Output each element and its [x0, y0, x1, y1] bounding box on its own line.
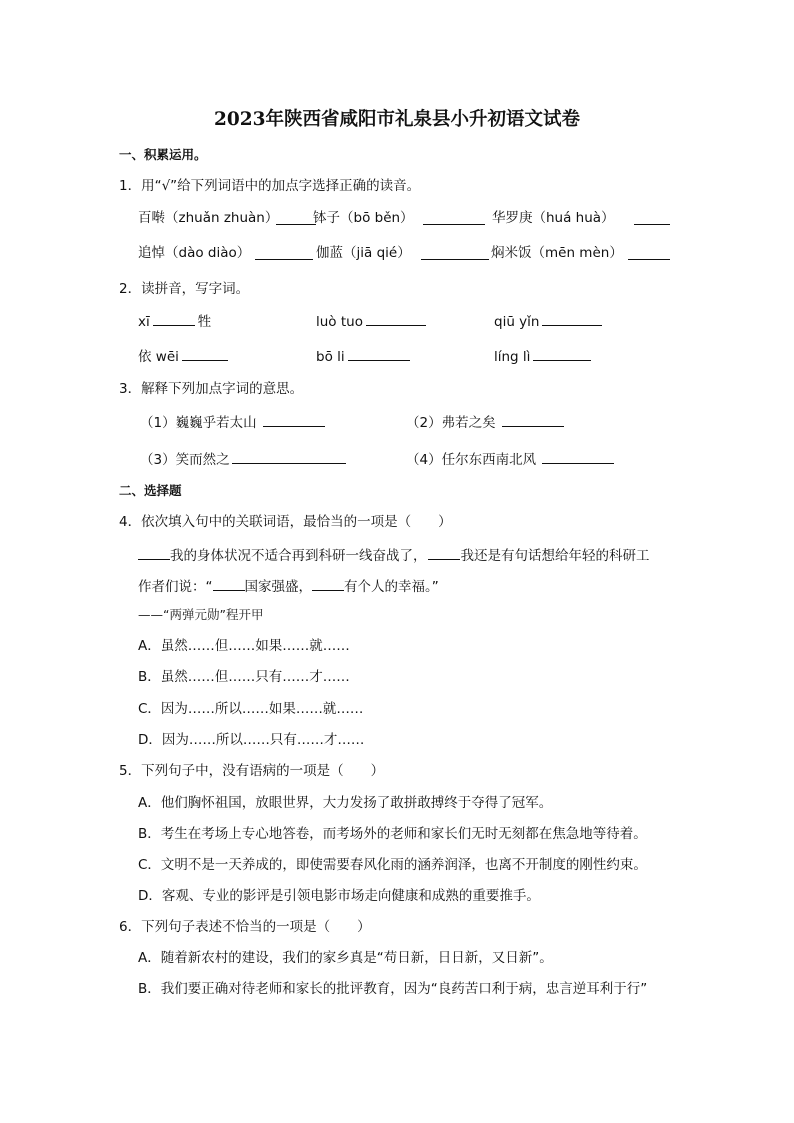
q3-answer-blank-1[interactable]: [263, 412, 325, 427]
q5-option-c[interactable]: C．文明不是一天养成的，即使需要春风化雨的涵养润泽，也离不开制度的刚性约束。: [138, 857, 647, 873]
q2-answer-blank-5[interactable]: [348, 346, 410, 361]
q4-passage-line-2: 作者们说：“ 国家强盛， 有个人的幸福。”: [138, 576, 439, 596]
q3-item-4: （4）任尔东西南北风: [406, 449, 617, 469]
q6-option-b[interactable]: B．我们要正确对待老师和家长的批评教育，因为“良药苦口利于病，忠言逆耳利于行”: [138, 981, 648, 997]
q3-item-3: （3）笑而然之: [140, 449, 349, 469]
q5-stem: 5．下列句子中，没有语病的一项是（ ）: [119, 763, 385, 779]
q1-answer-blank-4[interactable]: [255, 245, 313, 260]
q1-answer-blank-3[interactable]: [634, 210, 670, 225]
q5-option-d[interactable]: D．客观、专业的影评是引领电影市场走向健康和成熟的重要推手。: [138, 888, 540, 904]
q4-blank-2[interactable]: [428, 545, 460, 560]
q1-item-1: 百啭（zhuǎn zhuàn）: [138, 210, 279, 226]
q1-answer-blank-6[interactable]: [628, 245, 670, 260]
q1-item-2: 钵子（bō běn）: [313, 210, 414, 226]
q2-item-2: luò tuo: [316, 311, 429, 331]
q1-answer-blank-1[interactable]: [276, 210, 316, 225]
q2-answer-blank-6[interactable]: [533, 346, 591, 361]
q4-source: ——“两弹元勋”程开甲: [138, 607, 264, 622]
q2-answer-blank-2[interactable]: [366, 311, 426, 326]
q6-stem: 6．下列句子表述不恰当的一项是（ ）: [119, 919, 371, 935]
q4-option-a[interactable]: A．虽然……但……如果……就……: [138, 638, 350, 654]
q2-item-5: bō li: [316, 346, 413, 366]
q2-answer-blank-3[interactable]: [542, 311, 602, 326]
q1-stem: 1．用“√”给下列词语中的加点字选择正确的读音。: [119, 178, 421, 194]
q2-item-6: líng lì: [494, 346, 594, 366]
section-heading-2: 二、选择题: [119, 483, 182, 498]
q1-item-3: 华罗庚（huá huà）: [492, 210, 615, 226]
q1-item-5: 伽蓝（jiā qié）: [316, 245, 411, 261]
section-heading-1: 一、积累运用。: [119, 147, 207, 162]
q4-option-b[interactable]: B．虽然……但……只有……才……: [138, 669, 350, 685]
q1-item-4: 追悼（dào diào）: [138, 245, 251, 261]
q3-answer-blank-3[interactable]: [232, 449, 346, 464]
q5-option-a[interactable]: A．他们胸怀祖国，放眼世界，大力发扬了敢拼敢搏终于夺得了冠军。: [138, 795, 553, 811]
q3-stem: 3．解释下列加点字词的意思。: [119, 381, 304, 397]
q2-answer-blank-4[interactable]: [182, 346, 228, 361]
q1-answer-blank-5[interactable]: [421, 245, 489, 260]
q3-item-1: （1）巍巍乎若太山: [140, 412, 328, 432]
q2-item-3: qiū yǐn: [494, 311, 605, 331]
q4-stem: 4．依次填入句中的关联词语，最恰当的一项是（ ）: [119, 514, 452, 530]
q3-answer-blank-4[interactable]: [542, 449, 614, 464]
q4-option-c[interactable]: C．因为……所以……如果……就……: [138, 701, 364, 717]
q3-item-2: （2）弗若之矣: [406, 412, 567, 432]
q4-blank-3[interactable]: [213, 576, 245, 591]
q2-item-1: xī 牲: [138, 311, 211, 331]
q3-answer-blank-2[interactable]: [502, 412, 564, 427]
q1-item-6: 焖米饭（mēn mèn）: [491, 245, 623, 261]
q4-blank-4[interactable]: [312, 576, 344, 591]
q6-option-a[interactable]: A．随着新农村的建设，我们的家乡真是“苟日新，日日新，又日新”。: [138, 950, 553, 966]
q5-option-b[interactable]: B．考生在考场上专心地答卷，而考场外的老师和家长们无时无刻都在焦急地等待着。: [138, 826, 647, 842]
q4-blank-1[interactable]: [138, 545, 170, 560]
page-title: 2023年陕西省咸阳市礼泉县小升初语文试卷: [214, 109, 580, 130]
q2-stem: 2．读拼音，写字词。: [119, 281, 250, 297]
q2-item-4: 依 wēi: [138, 346, 231, 366]
q1-answer-blank-2[interactable]: [423, 210, 485, 225]
q4-passage-line-1: 我的身体状况不适合再到科研一线奋战了， 我还是有句话想给年轻的科研工: [138, 545, 650, 565]
q4-option-d[interactable]: D．因为……所以……只有……才……: [138, 732, 365, 748]
q2-answer-blank-1[interactable]: [153, 311, 195, 326]
